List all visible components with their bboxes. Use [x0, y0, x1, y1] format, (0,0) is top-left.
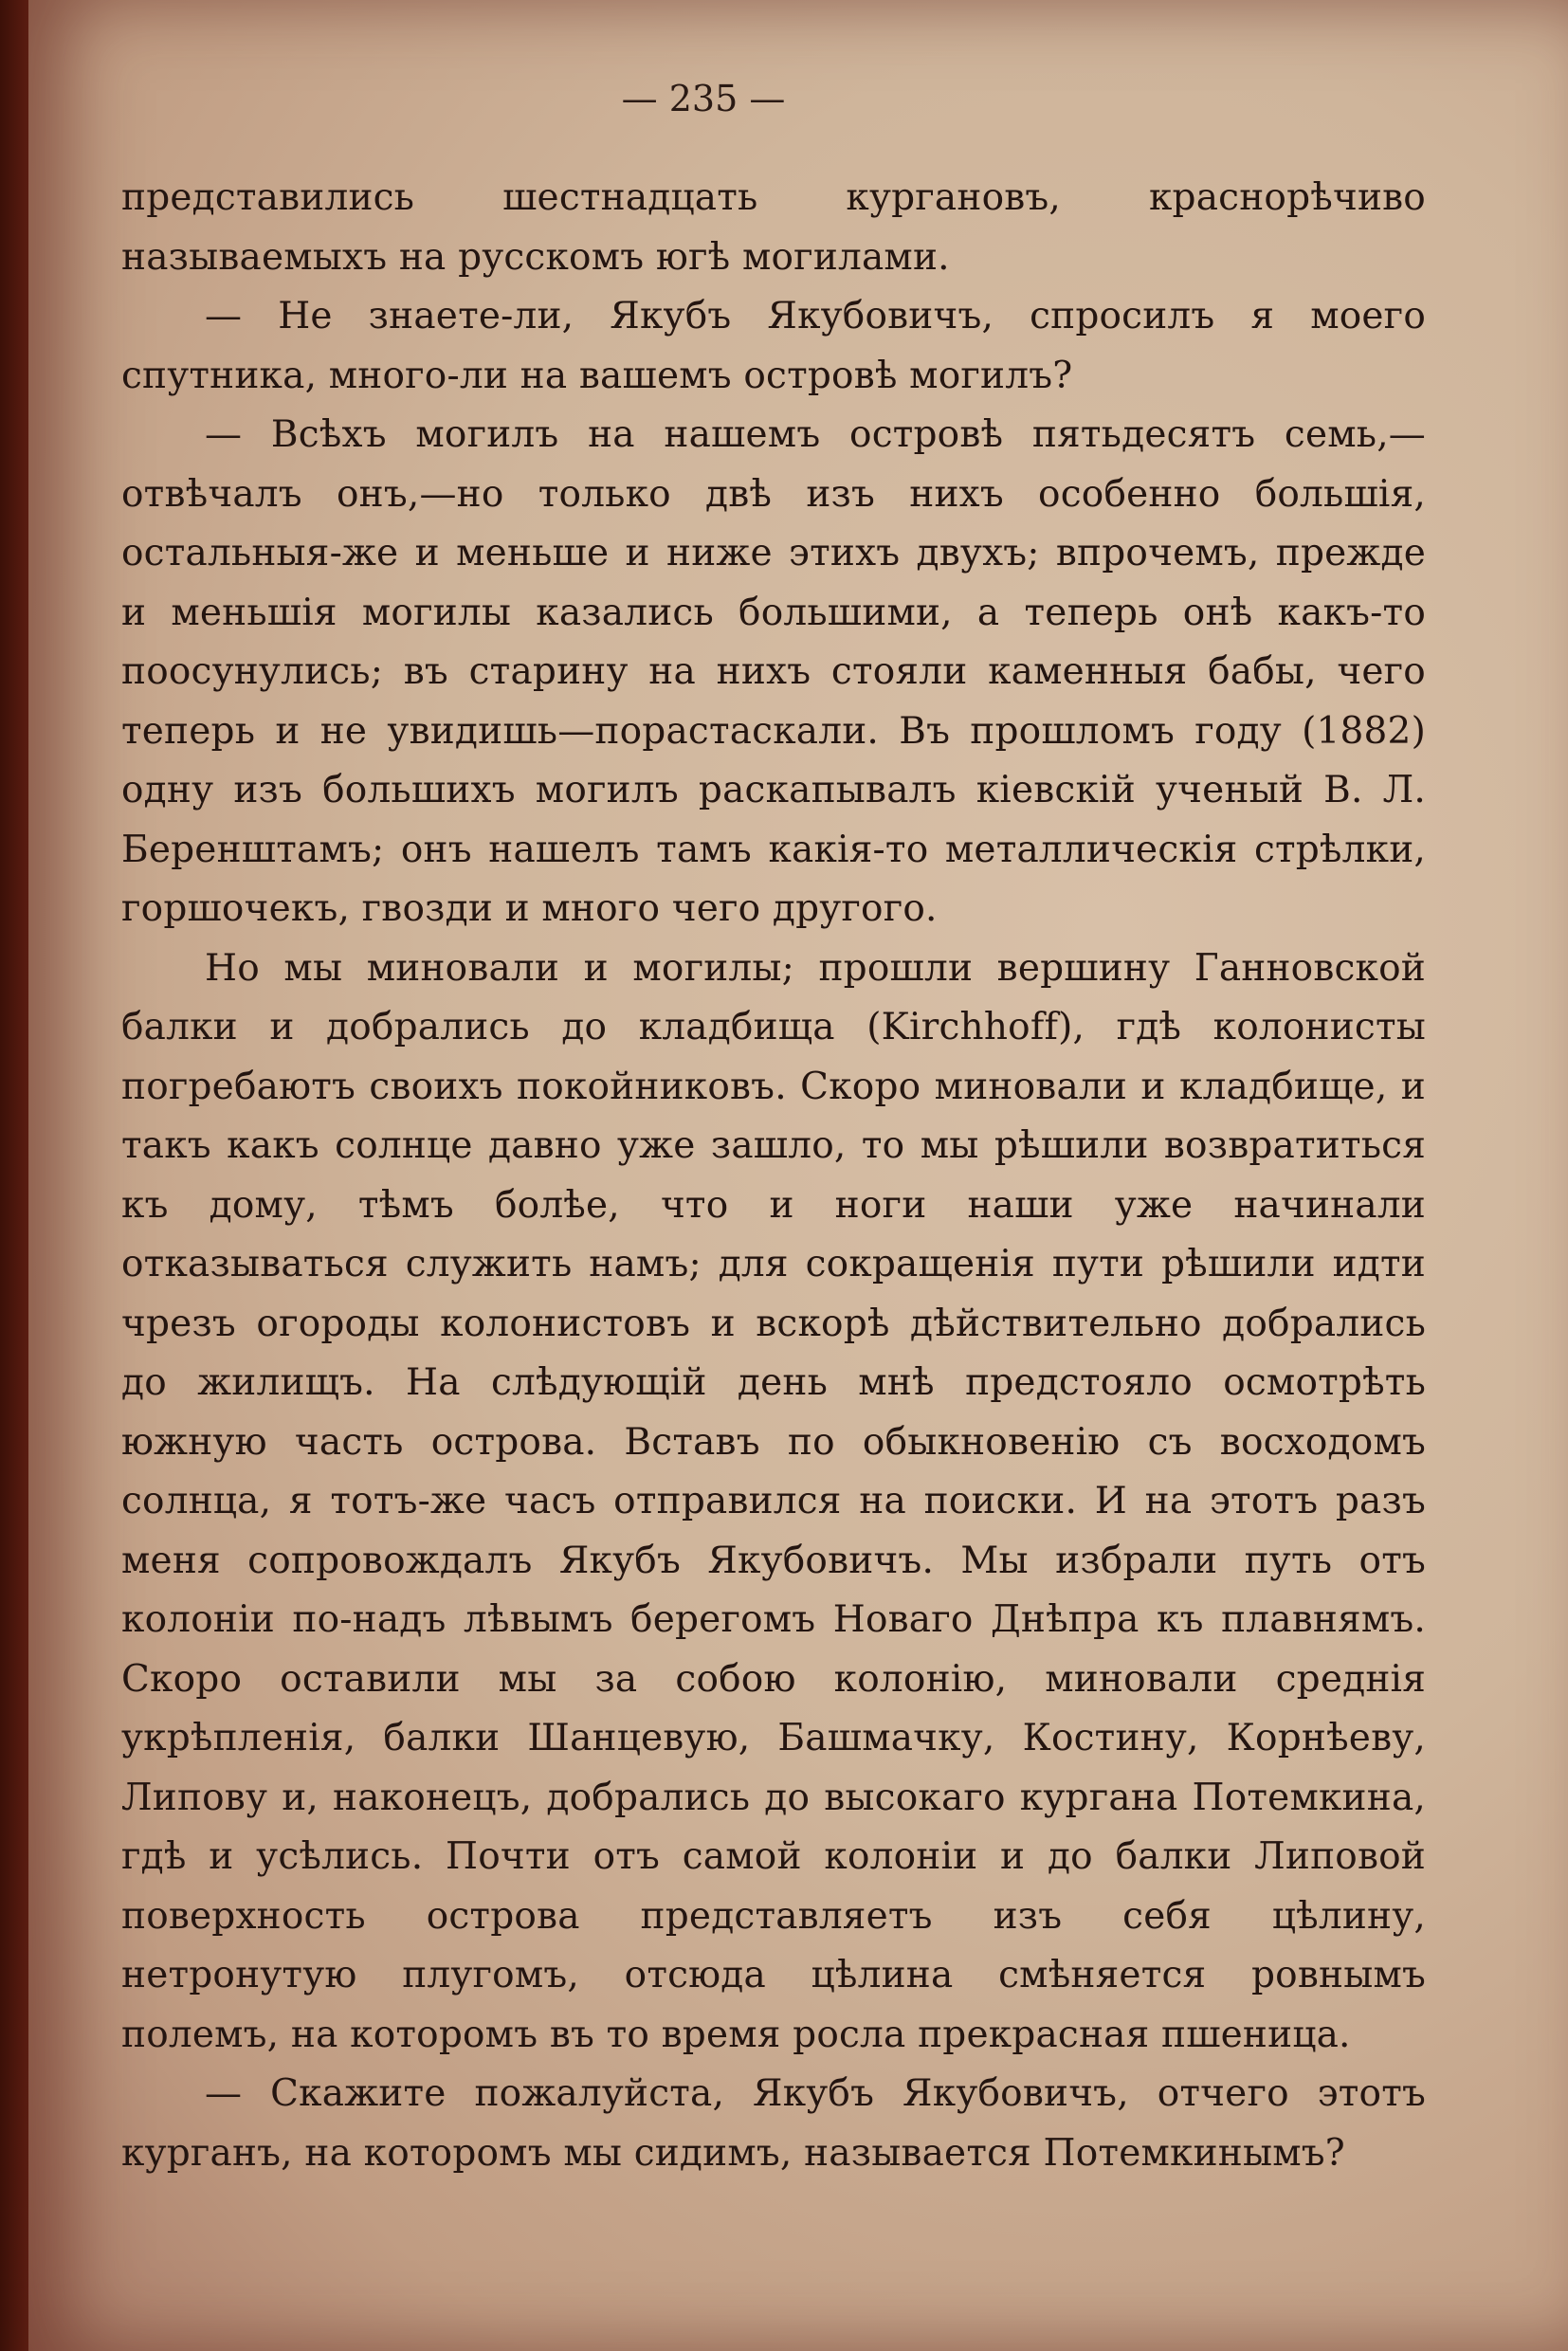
- body-text: [121, 169, 1426, 2183]
- page-number: — 235 —: [621, 78, 786, 119]
- paragraph-5: — Скажите пожалуйста, Якубъ Якубовичъ, отчего этотъ курганъ, на которомъ мы сидимъ, называется Потемкинымъ?: [121, 2072, 1426, 2175]
- paragraph-1: представились шестнадцать кургановъ, краснорѣчиво называемыхъ на русскомъ югѣ могилами.: [121, 176, 1426, 279]
- paragraph-2: — Не знаете-ли, Якубъ Якубовичъ, спросилъ я моего спутника, много-ли на вашемъ островѣ могилъ?: [121, 295, 1426, 397]
- paragraph-4: Но мы миновали и могилы; прошли вершину Ганновской балки и добрались до кладбища (Kirchhoff), гдѣ колонисты погребаютъ своихъ покойниковъ. Скоро миновали и кладбище, и такъ какъ солнце давно уже зашло, то мы рѣшили возвратиться къ дому, тѣмъ болѣе, что и ноги наши уже начинали отказываться служить намъ; для сокращенія пути рѣшили идти чрезъ огороды колонистовъ и вскорѣ дѣйствительно добрались до жилищъ. На слѣдующій день мнѣ предстояло осмотрѣть южную часть острова. Вставъ по обыкновенію съ восходомъ солнца, я тотъ-же часъ отправился на поиски. И на этотъ разъ меня сопровождалъ Якубъ Якубовичъ. Мы избрали путь отъ колоніи по-надъ лѣвымъ берегомъ Новаго Днѣпра къ плавнямъ. Скоро оставили мы за собою колонію, миновали среднія укрѣпленія, балки Шанцевую, Башмачку, Костину, Корнѣеву, Липову и, наконецъ, добрались до высокаго кургана Потемкина, гдѣ и усѣлись. Почти отъ самой колоніи и до балки Липовой поверхность острова представляетъ изъ себя цѣлину, нетронутую плугомъ, отсюда цѣлина смѣняется ровнымъ полемъ, на которомъ въ то время росла прекрасная пшеница.: [121, 946, 1426, 2056]
- book-page: [28, 0, 1568, 2351]
- paragraph-3: — Всѣхъ могилъ на нашемъ островѣ пятьдесятъ семь,—отвѣчалъ онъ,—но только двѣ изъ нихъ особенно большія, остальныя-же и меньше и ниже этихъ двухъ; впрочемъ, прежде и меньшія могилы казались большими, а теперь онѣ какъ-то поосунулись; въ старину на нихъ стояли каменныя бабы, чего теперь и не увидишь—порастаскали. Въ прошломъ году (1882) одну изъ большихъ могилъ раскапывалъ кіевскій ученый В. Л. Беренштамъ; онъ нашелъ тамъ какія-то металлическія стрѣлки, горшочекъ, гвозди и много чего другого.: [121, 413, 1426, 930]
